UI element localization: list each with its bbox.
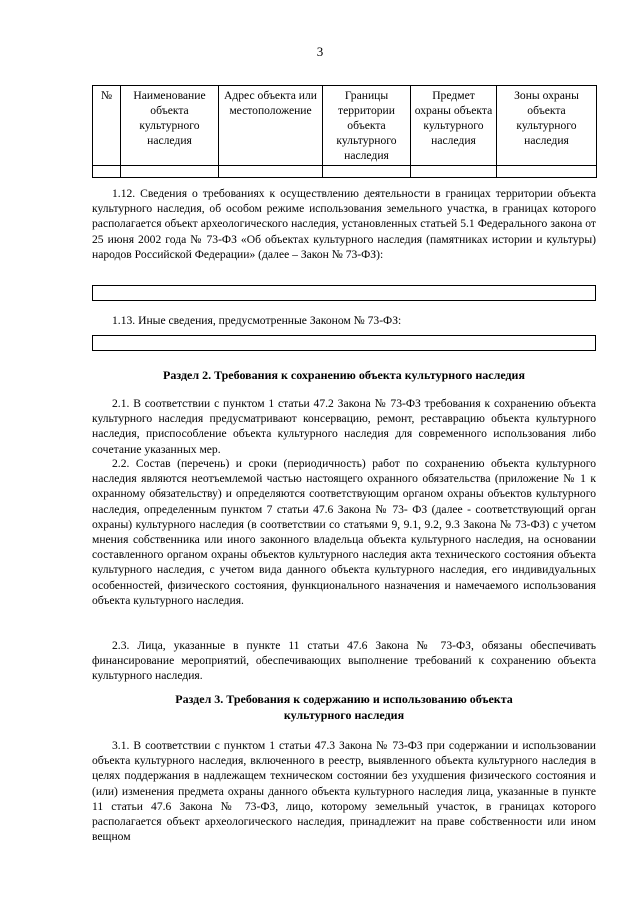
section-3-title-line-1: Раздел 3. Требования к содержанию и использованию объекта — [175, 692, 513, 706]
table-cell — [219, 166, 323, 178]
requirements-input-box[interactable] — [92, 285, 596, 301]
table-row — [93, 166, 597, 178]
page-number: 3 — [316, 44, 324, 59]
heritage-object-table — [92, 85, 597, 178]
col-header-protection-zones: Зоны охраны объекта культурного наследия — [497, 86, 597, 166]
table-cell — [121, 166, 219, 178]
paragraph-3-1: 3.1. В соответствии с пунктом 1 статьи 47.3 Закона № 73-ФЗ при содержании и использовании объекта культурного наследия, включенного в реестр, выявленного объекта культурного наследия в целях поддержания в надлежащем техническом состоянии без ухудшения физического состояния и (или) изменения предмета охраны данного объекта культурного наследия лица, указанные в пункте 11 статьи 47.6 Закона № 73-ФЗ, лицо, которому земельный участок, в границах которого располагается объект археологического наследия, принадлежит на праве собственности или ином вещном — [92, 739, 596, 844]
col-header-protection-subject: Предмет охраны объекта культурного наследия — [411, 86, 497, 166]
col-header-number: № — [93, 86, 121, 166]
other-info-input-box[interactable] — [92, 335, 596, 351]
paragraph-1-13: 1.13. Иные сведения, предусмотренные Законом № 73-ФЗ: — [112, 314, 402, 327]
table-header-row — [93, 86, 597, 166]
table-cell — [411, 166, 497, 178]
paragraph-2-1: 2.1. В соответствии с пунктом 1 статьи 47.2 Закона № 73-ФЗ требования к сохранению объекта культурного наследия предусматривают консервацию, ремонт, реставрацию объекта культурного наследия, приспособление объекта культурного наследия для современного использования либо сочетание указанных мер. — [92, 397, 596, 456]
section-3-title — [92, 691, 596, 723]
section-3-title-line-2: культурного наследия — [283, 708, 405, 722]
paragraph-2-3: 2.3. Лица, указанные в пункте 11 статьи 47.6 Закона № 73-ФЗ, обязаны обеспечивать финансирование мероприятий, обеспечивающих выполнение требований к сохранению объекта культурного наследия. — [92, 639, 596, 683]
paragraph-2-2: 2.2. Состав (перечень) и сроки (периодичность) работ по сохранению объекта культурного наследия являются неотъемлемой частью настоящего охранного обязательства (приложение № 1 к охранному обязательству) и определяются соответствующим органом охраны объектов культурного наследия, определенным пунктом 7 статьи 47.6 Закона № 73- ФЗ (далее - соответствующий орган охраны) культурного наследия (в соответствии со статьями 9, 9.1, 9.2, 9.3 Закона № 73-ФЗ) с учетом мнения собственника или иного законного владельца объекта культурного наследия, на основании составленного органом охраны объектов культурного наследия акта технического состояния объекта культурного наследия, с учетом вида данного объекта культурного наследия, его индивидуальных особенностей, физического состояния, функционального назначения и намечаемого использования объекта культурного наследия. — [92, 457, 596, 607]
table-cell — [93, 166, 121, 178]
table-cell — [497, 166, 597, 178]
col-header-boundaries: Границы территории объекта культурного наследия — [323, 86, 411, 166]
section-2-title: Раздел 2. Требования к сохранению объекта культурного наследия — [163, 368, 525, 382]
table-cell — [323, 166, 411, 178]
col-header-address: Адрес объекта или местоположение — [219, 86, 323, 166]
col-header-name: Наименование объекта культурного наследия — [121, 86, 219, 166]
paragraph-1-12: 1.12. Сведения о требованиях к осуществлению деятельности в границах территории объекта культурного наследия, об особом режиме использования земельного участка, в границах которого располагается объект археологического наследия, установленных статьей 5.1 Федерального закона от 25 июня 2002 года № 73-ФЗ «Об объектах культурного наследия (памятниках истории и культуры) народов Российской Федерации» (далее – Закон № 73-ФЗ): — [92, 187, 596, 261]
